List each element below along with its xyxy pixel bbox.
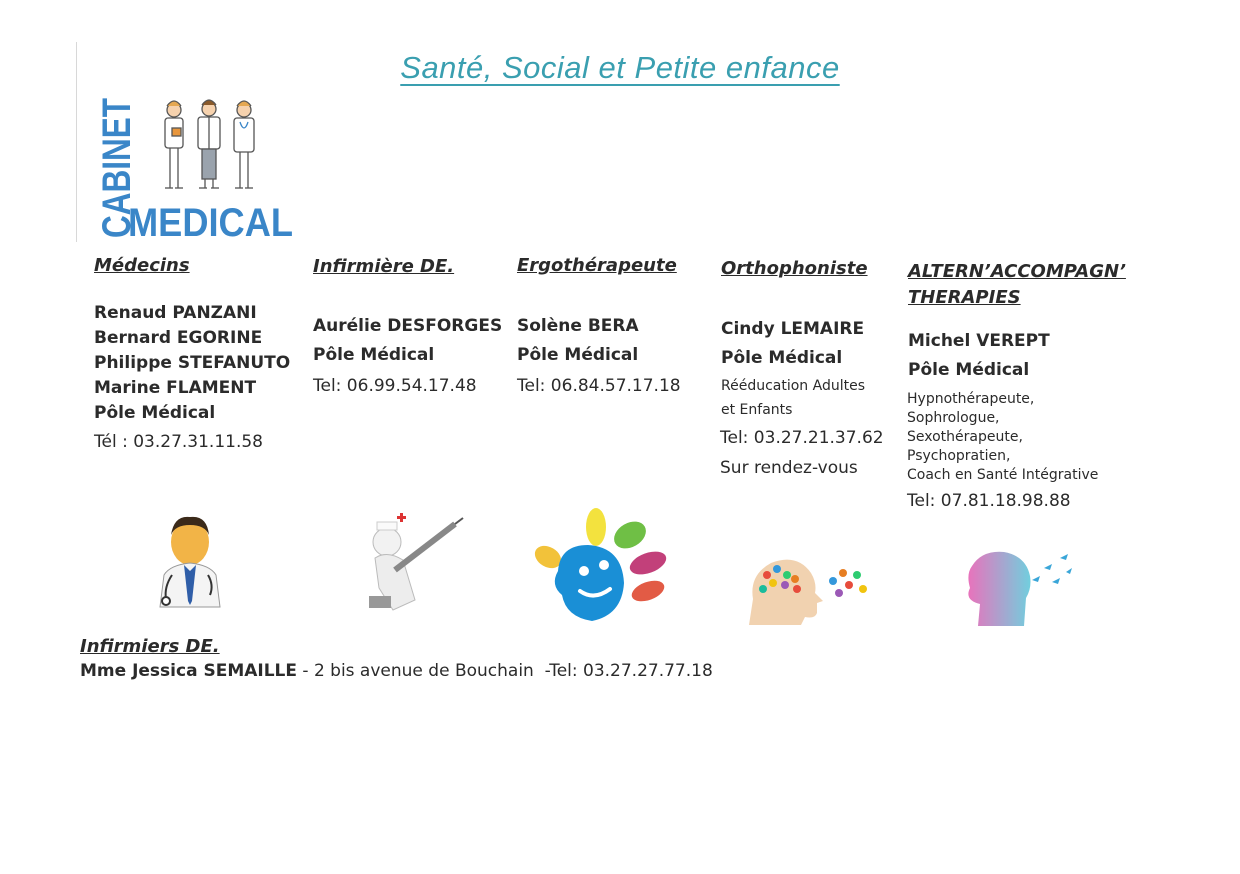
medecins-pole: Pôle Médical	[94, 403, 216, 423]
ergo-pole: Pôle Médical	[517, 345, 639, 365]
painted-hand-icon	[530, 505, 670, 625]
doctor-name: Philippe STEFANUTO	[94, 353, 291, 373]
specialty-item: Hypnothérapeute,	[907, 391, 1035, 407]
footer-address-phone: - 2 bis avenue de Bouchain -Tel: 03.27.27.77.18	[297, 661, 713, 681]
doctor-name: Bernard EGORINE	[94, 328, 263, 348]
doctor-icon	[150, 515, 230, 610]
heading-ergotherapeute: Ergothérapeute	[517, 255, 677, 276]
specialty-item: Sexothérapeute,	[907, 429, 1023, 445]
footer-heading-infirmiers: Infirmiers DE.	[80, 636, 220, 657]
ortho-phone: Tel: 03.27.21.37.62	[720, 428, 884, 448]
therapies-phone: Tel: 07.81.18.98.88	[907, 491, 1071, 511]
infirmiere-phone: Tel: 06.99.54.17.48	[313, 376, 477, 396]
heading-orthophoniste: Orthophoniste	[721, 258, 868, 279]
page-title: Santé, Social et Petite enfance	[400, 50, 840, 85]
therapies-specialties	[907, 390, 1098, 485]
speech-head-icon	[745, 555, 875, 627]
therapies-name: Michel VEREPT	[908, 331, 1050, 351]
footer-name: Mme Jessica SEMAILLE	[80, 661, 297, 681]
footer-contact-line	[80, 661, 713, 681]
infirmiere-name: Aurélie DESFORGES	[313, 316, 503, 336]
ortho-desc-line: Rééducation Adultes	[721, 378, 866, 394]
medecins-phone: Tél : 03.27.31.11.58	[94, 432, 263, 452]
therapies-pole: Pôle Médical	[908, 360, 1030, 380]
doctors-figure-icon	[165, 100, 254, 188]
logo-word-medical: MEDICAL	[128, 201, 293, 245]
doctor-name: Renaud PANZANI	[94, 303, 257, 323]
ergo-phone: Tel: 06.84.57.17.18	[517, 376, 681, 396]
heading-therapies-line2: THERAPIES	[908, 287, 1021, 308]
logo-word-cabinet: CABINET	[95, 60, 139, 238]
heading-therapies	[908, 259, 1126, 311]
mind-head-icon	[960, 548, 1075, 628]
infirmiere-pole: Pôle Médical	[313, 345, 435, 365]
ortho-description	[721, 374, 865, 422]
specialty-item: Psychopratien,	[907, 448, 1011, 464]
specialty-item: Coach en Santé Intégrative	[907, 467, 1099, 483]
ortho-name: Cindy LEMAIRE	[721, 319, 865, 339]
medecins-names	[94, 301, 290, 426]
doctor-name: Marine FLAMENT	[94, 378, 257, 398]
nurse-syringe-icon	[355, 510, 465, 620]
specialty-item: Sophrologue,	[907, 410, 1000, 426]
heading-therapies-line1: ALTERN’ACCOMPAGN’	[908, 261, 1126, 282]
ortho-pole: Pôle Médical	[721, 348, 843, 368]
cabinet-medical-logo	[94, 60, 299, 245]
heading-infirmiere: Infirmière DE.	[313, 256, 455, 277]
heading-medecins: Médecins	[94, 255, 190, 276]
ergo-name: Solène BERA	[517, 316, 639, 336]
ortho-appointment-note: Sur rendez-vous	[720, 458, 858, 478]
ortho-desc-line: et Enfants	[721, 402, 793, 418]
